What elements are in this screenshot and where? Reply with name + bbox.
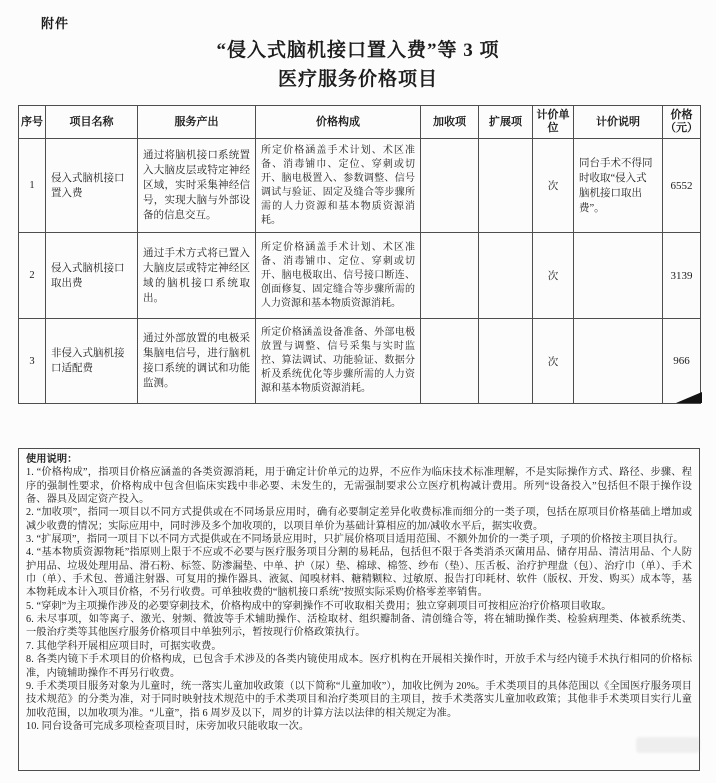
usage-note-3: 3. “扩展项”，指同一项目下以不同方式提供或在不同场景应用时，只扩展价格项目适用范围、不额外加价的一类子项，子项的价格按主项目执行。 — [26, 534, 684, 546]
cell-item-name: 侵入式脑机接口取出费 — [46, 233, 138, 319]
cell-pricing-note — [574, 319, 663, 404]
cell-pricing-unit: 次 — [533, 319, 574, 404]
header-price-yuan: 价格（元） — [663, 106, 701, 139]
cell-price: 3139 — [663, 233, 701, 319]
cell-pricing-note — [574, 233, 663, 319]
cell-price-composition: 所定价格涵盖手术计划、术区准备、消毒铺巾、定位、穿刺或切开、脑电极置入、参数调整、信号调试与验证、固定及缝合等步骤所需的人力资源和基本物质资源消耗。 — [256, 139, 421, 233]
cell-service-output: 通过手术方式将已置入大脑皮层或特定神经区域的脑机接口系统取出。 — [138, 233, 256, 319]
usage-note-8: 8. 各类内镜下手术项目的价格构成，已包含手术涉及的各类内镜使用成本。医疗机构在开展相关操作时，开放手术与经内镜手术执行相同的价格标准，内镜辅助操作不再另行收费。 — [26, 654, 692, 679]
cell-surcharge — [421, 319, 479, 404]
cell-surcharge — [421, 139, 479, 233]
cell-pricing-unit: 次 — [533, 139, 574, 233]
usage-note-4: 4. “基本物质资源物耗”指原则上限于不应或不必要与医疗服务项目分割的易耗品，包括但不限于各类消杀灭菌用品、储存用品、清洁用品、个人防护用品、垃圾处理用品、滑石粉、标签、防渗漏垫、中单、护（尿）垫、棉球、棉签、纱布（垫）、压舌板、治疗护理盘（包）、治疗巾（单）、手术巾（单）、手术包、普通注射器、可复用的操作器具、液氮、闻嗅材料、糖精颗粒、过敏原、报告打印耗材、软件（版权、开发、购买）成本等，基本物耗成本计入项目价格，不另行收费。可单独收费的“脑机接口系统”按照实际采购价格零差率销售。 — [26, 547, 692, 599]
usage-note-9: 9. 手术类项目服务对象为儿童时，统一落实儿童加收政策（以下简称“儿童加收”），加收比例为 20%。手术类项目的具体范围以《全国医疗服务项目技术规范》的分类为准，对于同时映射技术规范中的手术类项目和治疗类项目的主项目，按手术类落实儿童加收政策；其他非手术类项目实行儿童加收范围，以加收项为准。“儿童”，指 6 周岁及以下，周岁的计算方法以法律的相关规定为准。 — [26, 680, 692, 719]
cell-item-name: 非侵入式脑机接口适配费 — [46, 319, 138, 404]
cell-price-composition: 所定价格涵盖手术计划、术区准备、消毒铺巾、定位、穿刺或切开、脑电极取出、信号接口断连、创面修复、固定缝合等步骤所需的人力资源和基本物质资源消耗。 — [256, 233, 421, 319]
header-serial-no: 序号 — [19, 106, 46, 139]
header-pricing-note: 计价说明 — [574, 106, 663, 139]
header-extension-item: 扩展项 — [479, 106, 533, 139]
table-header-row — [19, 106, 701, 139]
usage-notes-title: 使用说明： — [26, 454, 78, 465]
header-pricing-unit: 计价单位 — [533, 106, 574, 139]
usage-notes-box — [18, 448, 700, 771]
header-surcharge-item: 加收项 — [421, 106, 479, 139]
header-price-composition: 价格构成 — [256, 106, 421, 139]
cell-price: 966 — [663, 319, 701, 404]
table-row — [19, 319, 701, 404]
cell-extension — [479, 233, 533, 319]
usage-note-10: 10. 同台设备可完成多项检查项目时，床旁加收只能收取一次。 — [26, 720, 310, 732]
cell-item-name: 侵入式脑机接口置入费 — [46, 139, 138, 233]
cell-surcharge — [421, 233, 479, 319]
usage-note-7: 7. 其他学科开展相应项目时，可据实收费。 — [26, 640, 222, 652]
cell-price-composition: 所定价格涵盖设备准备、外部电极放置与调整、信号采集与实时监控、算法调试、功能验证、数据分析及系统优化等步骤所需的人力资源和基本物质资源消耗。 — [256, 319, 421, 404]
usage-note-6: 6. 未尽事项，如等离子、激光、射频、微波等手术辅助操作、活检取材、组织瓣制备、清创缝合等，将在辅助操作类、检验病理类、体被系统类、一般治疗类等其他医疗服务价格项目中单独列示，暂按现行价格政策执行。 — [26, 614, 692, 639]
cell-serial-no: 1 — [19, 139, 46, 233]
cell-price: 6552 — [663, 139, 701, 233]
cell-extension — [479, 139, 533, 233]
page-title-line2: 医疗服务价格项目 — [277, 69, 438, 90]
header-item-name: 项目名称 — [46, 106, 138, 139]
header-service-output: 服务产出 — [138, 106, 256, 139]
cell-extension — [479, 319, 533, 404]
usage-note-5: 5. “穿刺”为主项操作涉及的必要穿刺技术，价格构成中的穿刺操作不可收取相关费用；独立穿刺项目可按相应治疗价格项目收取。 — [26, 600, 612, 612]
cell-service-output: 通过将脑机接口系统置入大脑皮层或特定神经区域，实时采集神经信号，实现大脑与外部设备的信息交互。 — [138, 139, 256, 233]
cell-service-output: 通过外部放置的电极采集脑电信号，进行脑机接口系统的调试和功能监测。 — [138, 319, 256, 404]
cell-pricing-note: 同台手术不得同时收取“侵入式脑机接口取出费”。 — [574, 139, 663, 233]
attachment-label: 附件 — [41, 16, 70, 31]
usage-note-2: 2. “加收项”，指同一项目以不同方式提供或在不同场景应用时，确有必要制定差异化收费标准而细分的一类子项，包括在原项目价格基础上增加或减少收费的情况；实际应用中，同时涉及多个加收项的，以项目单价为基础计算相应的加/减收水平后，据实收费。 — [26, 507, 692, 532]
table-row — [19, 139, 701, 233]
price-table — [18, 105, 701, 404]
table-row — [19, 233, 701, 319]
page-title — [0, 36, 716, 94]
watermark-smudge — [636, 737, 700, 753]
cell-serial-no: 3 — [19, 319, 46, 404]
cell-serial-no: 2 — [19, 233, 46, 319]
page-title-line1: “侵入式脑机接口置入费”等 3 项 — [216, 40, 500, 61]
usage-note-1: 1. “价格构成”，指项目价格应涵盖的各类资源消耗，用于确定计价单元的边界，不应作为临床技术标准理解，不是实际操作方式、路径、步骤、程序的强制性要求，价格构成中包含但临床实践中非必要、未发生的，无需强制要求公立医疗机构减计费用。所列“设备投入”包括但不限于操作设备、器具及固定资产投入。 — [26, 467, 692, 506]
scan-artifact-mark — [676, 392, 702, 403]
cell-pricing-unit: 次 — [533, 233, 574, 319]
